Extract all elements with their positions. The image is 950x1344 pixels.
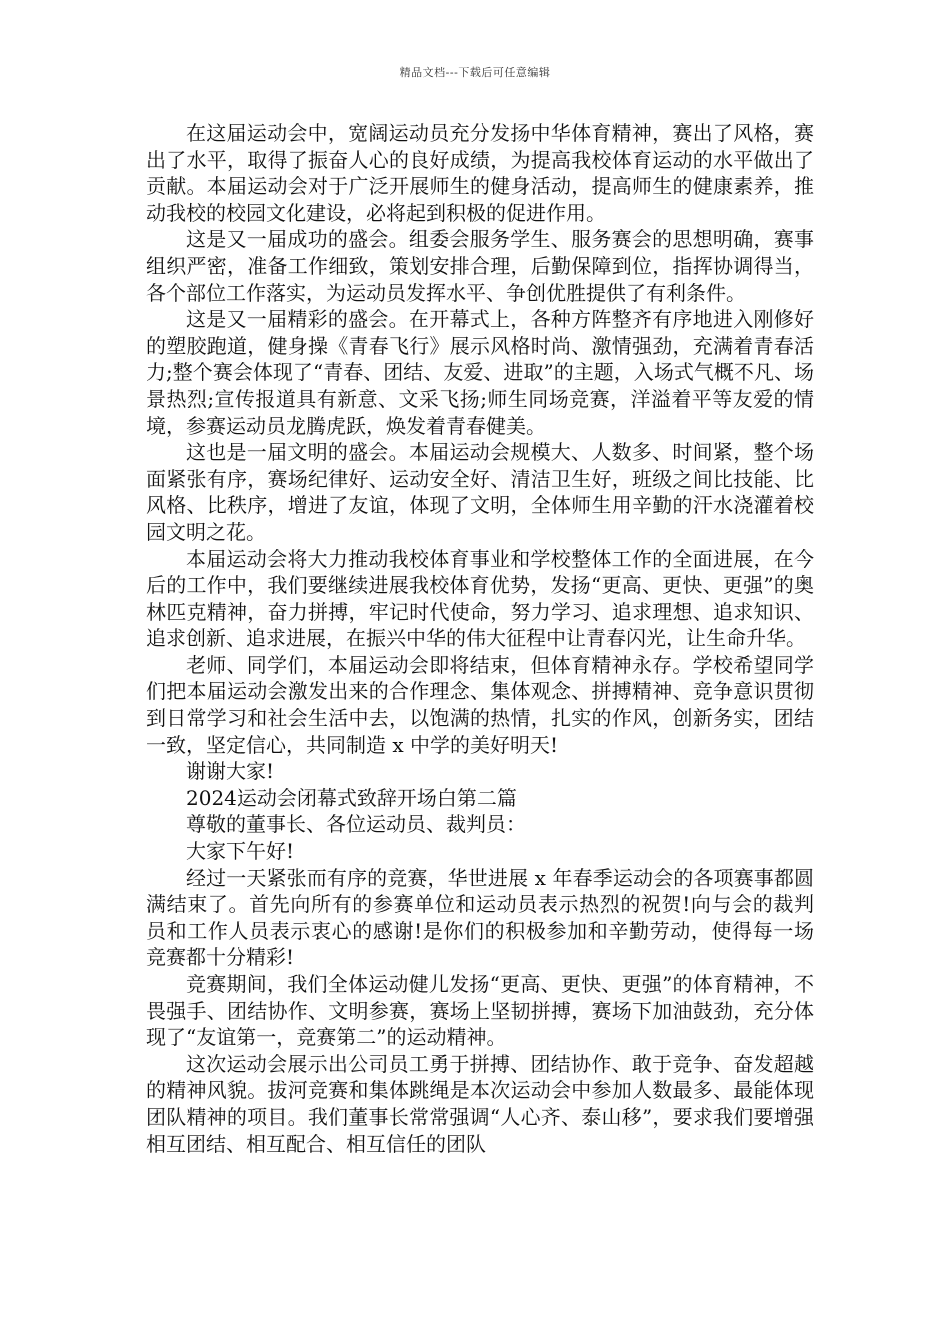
paragraph: 这是又一届精彩的盛会。在开幕式上，各种方阵整齐有序地进入刚修好的塑胶跑道，健身操《青春飞行》展示风格时尚、激情强劲，充满着青春活力;整个赛会体现了“青春、团结、友爱、进取”的主题，入场式气概不凡、场景热烈;宣传报道具有新意、文采飞扬;师生同场竞赛，洋溢着平等友爱的情境，参赛运动员龙腾虎跃，焕发着青春健美。 <box>146 307 814 438</box>
salutation: 尊敬的董事长、各位运动员、裁判员： <box>186 812 526 837</box>
paragraph: 本届运动会将大力推动我校体育事业和学校整体工作的全面进展，在今后的工作中，我们要继续进展我校体育优势，发扬“更高、更快、更强”的奥林匹克精神，奋力拼搏，牢记时代使命，努力学习、追求理想、追求知识、追求创新、追求进展，在振兴中华的伟大征程中让青春闪光，让生命升华。 <box>146 546 814 651</box>
paragraph: 竞赛期间，我们全体运动健儿发扬“更高、更快、更强”的体育精神，不畏强手、团结协作、文明参赛，赛场上坚韧拼搏，赛场下加油鼓劲，充分体现了“友谊第一，竞赛第二”的运动精神。 <box>146 972 814 1050</box>
greeting: 大家下午好! <box>186 839 295 864</box>
paragraph: 老师、同学们，本届运动会即将结束，但体育精神永存。学校希望同学们把本届运动会激发出来的合作理念、集体观念、拼搏精神、竞争意识贯彻到日常学习和社会生活中去，以饱满的热情，扎实的作风，创新务实，团结一致，坚定信心，共同制造 x 中学的美好明天! <box>146 652 814 757</box>
page-header: 精品文档---下载后可任意编辑 <box>399 66 551 79</box>
document-body <box>146 120 814 1157</box>
section-title: 2024运动会闭幕式致辞开场白第二篇 <box>186 785 517 810</box>
paragraph: 这是又一届成功的盛会。组委会服务学生、服务赛会的思想明确，赛事组织严密，准备工作细致，策划安排合理，后勤保障到位，指挥协调得当，各个部位工作落实，为运动员发挥水平、争创优胜提供了有利条件。 <box>146 227 814 305</box>
paragraph: 在这届运动会中，宽阔运动员充分发扬中华体育精神，赛出了风格，赛出了水平，取得了振奋人心的良好成绩，为提高我校体育运动的水平做出了贡献。本届运动会对于广泛开展师生的健身活动，提高师生的健康素养，推动我校的校园文化建设，必将起到积极的促进作用。 <box>146 121 814 225</box>
closing-thanks: 谢谢大家! <box>186 759 275 784</box>
paragraph: 这也是一届文明的盛会。本届运动会规模大、人数多、时间紧，整个场面紧张有序，赛场纪律好、运动安全好、清洁卫生好，班级之间比技能、比风格、比秩序，增进了友谊，体现了文明，全体师生用辛勤的汗水浇灌着校园文明之花。 <box>146 440 814 544</box>
paragraph: 经过一天紧张而有序的竞赛，华世进展 x 年春季运动会的各项赛事都圆满结束了。首先向所有的参赛单位和运动员表示热烈的祝贺!向与会的裁判员和工作人员表示衷心的感谢!是你们的积极参加和辛勤劳动，使得每一场竞赛都十分精彩! <box>146 865 814 970</box>
paragraph: 这次运动会展示出公司员工勇于拼搏、团结协作、敢于竞争、奋发超越的精神风貌。拔河竞赛和集体跳绳是本次运动会中参加人数最多、最能体现团队精神的项目。我们董事长常常强调“人心齐、泰山移”，要求我们要增强相互团结、相互配合、相互信任的团队 <box>146 1051 814 1156</box>
